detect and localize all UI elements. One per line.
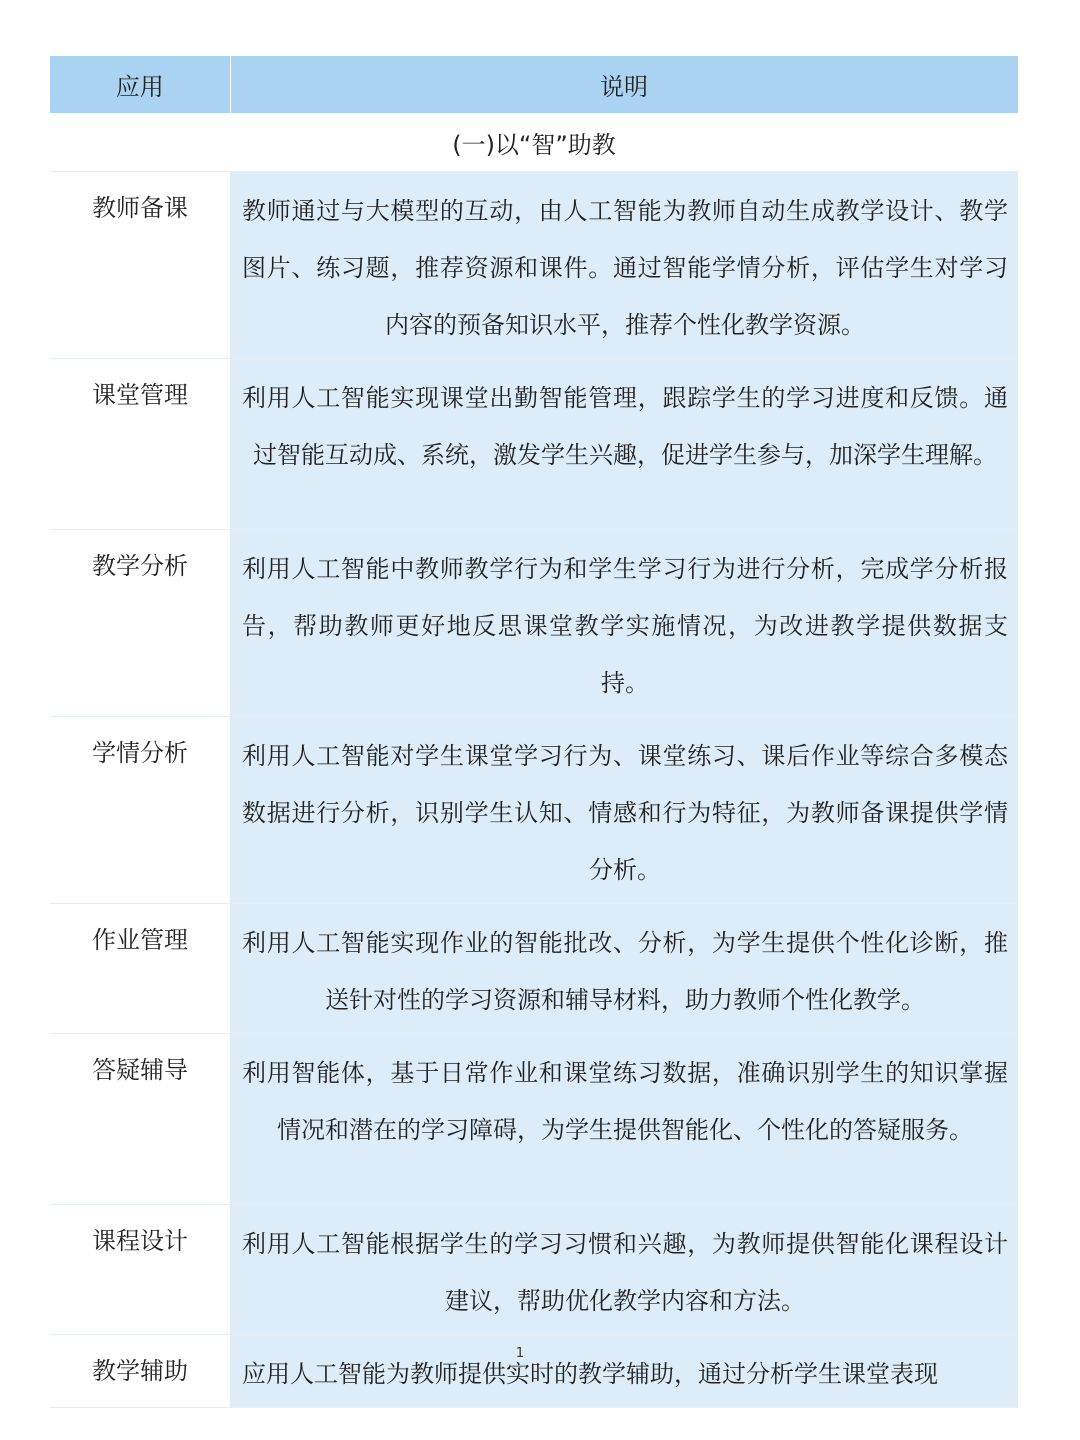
table-row [50, 904, 1018, 1034]
row-description: 教师通过与大模型的互动，由人工智能为教师自动生成教学设计、教学图片、练习题，推荐资源和课件。通过智能学情分析，评估学生对学习内容的预备知识水平，推荐个性化教学资源。 [230, 172, 1018, 359]
row-description: 利用人工智能根据学生的学习习惯和兴趣，为教师提供智能化课程设计建议，帮助优化教学内容和方法。 [230, 1205, 1018, 1335]
row-name: 课程设计 [50, 1205, 230, 1335]
row-name: 课堂管理 [50, 359, 230, 530]
row-description: 利用人工智能实现作业的智能批改、分析，为学生提供个性化诊断，推送针对性的学习资源和辅导材料，助力教师个性化教学。 [230, 904, 1018, 1034]
row-name: 作业管理 [50, 904, 230, 1034]
row-description: 应用人工智能为教师提供实时的教学辅助，通过分析学生课堂表现 [230, 1335, 1018, 1408]
row-description: 利用人工智能实现课堂出勤智能管理，跟踪学生的学习进度和反馈。通过智能互动成、系统，激发学生兴趣，促进学生参与，加深学生理解。 [230, 359, 1018, 530]
applications-table [50, 56, 1019, 1408]
table-row [50, 1205, 1018, 1335]
table-row [50, 359, 1018, 530]
section-row [50, 113, 1018, 172]
table-row [50, 717, 1018, 904]
row-name: 答疑辅导 [50, 1034, 230, 1205]
section-title: (一)以“智”助教 [50, 113, 1018, 172]
row-description: 利用人工智能中教师教学行为和学生学习行为进行分析，完成学分析报告，帮助教师更好地反思课堂教学实施情况，为改进教学提供数据支持。 [230, 530, 1018, 717]
row-name: 学情分析 [50, 717, 230, 904]
row-description: 利用人工智能对学生课堂学习行为、课堂练习、课后作业等综合多模态数据进行分析，识别学生认知、情感和行为特征，为教师备课提供学情分析。 [230, 717, 1018, 904]
table-row [50, 530, 1018, 717]
header-description: 说明 [230, 56, 1018, 113]
table-header-row [50, 56, 1018, 113]
row-name: 教学辅助 [50, 1335, 230, 1408]
row-name: 教师备课 [50, 172, 230, 359]
table-row [50, 172, 1018, 359]
row-description: 利用智能体，基于日常作业和课堂练习数据，准确识别学生的知识掌握情况和潜在的学习障碍，为学生提供智能化、个性化的答疑服务。 [230, 1034, 1018, 1205]
page-number: 1 [515, 1346, 525, 1361]
header-application: 应用 [50, 56, 230, 113]
row-name: 教学分析 [50, 530, 230, 717]
table-row [50, 1034, 1018, 1205]
